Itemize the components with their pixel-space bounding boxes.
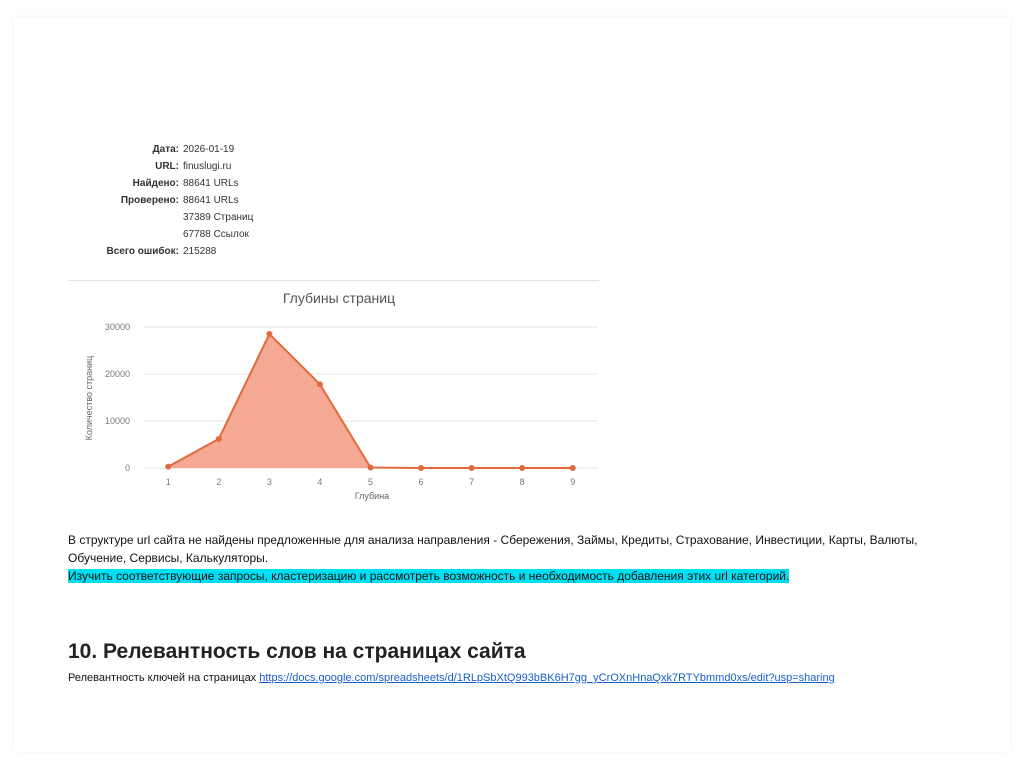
meta-row <box>95 141 253 158</box>
meta-value: 215288 <box>183 246 217 257</box>
meta-value: 2026-01-19 <box>183 144 235 155</box>
data-point <box>519 465 525 471</box>
meta-label <box>95 209 183 226</box>
meta-label: Всего ошибок: <box>106 246 179 257</box>
y-tick-label: 0 <box>124 463 130 473</box>
analysis-text <box>68 531 968 585</box>
chart-title: Глубины страниц <box>282 290 396 306</box>
meta-value: finuslugi.ru <box>183 161 232 172</box>
y-tick-label: 30000 <box>104 322 130 332</box>
y-tick-label: 10000 <box>104 416 130 426</box>
x-tick-label: 5 <box>367 477 374 487</box>
meta-row <box>95 192 253 209</box>
section-heading: 10. Релевантность слов на страницах сайта <box>68 640 526 663</box>
meta-row <box>95 226 253 243</box>
y-tick-label: 20000 <box>104 369 130 379</box>
data-point <box>165 464 171 470</box>
data-point <box>570 465 576 471</box>
highlighted-recommendation: Изучить соответствующие запросы, кластеризацию и рассмотреть возможность и необходимость добавления этих url категорий. <box>68 569 790 583</box>
meta-value: 37389 Страниц <box>183 212 254 223</box>
meta-row <box>95 175 253 192</box>
series-area <box>168 334 572 468</box>
meta-label: URL: <box>155 161 179 172</box>
meta-label: Найдено: <box>132 178 179 189</box>
meta-label: Дата: <box>152 144 179 155</box>
meta-value: 88641 URLs <box>183 178 239 189</box>
meta-label <box>95 226 183 243</box>
report-meta <box>95 141 253 260</box>
x-tick-label: 3 <box>266 477 272 487</box>
analysis-paragraph: В структуре url сайта не найдены предложенные для анализа направления - Сбережения, Займы, Кредиты, Страхование, Инвестиции, Карты, Валюты, Обучение, Сервисы, Калькуляторы. <box>68 533 918 565</box>
link-prefix: Релевантность ключей на страницах <box>68 672 257 684</box>
data-point <box>266 331 272 337</box>
meta-label: Проверено: <box>120 195 179 206</box>
meta-row <box>95 158 253 175</box>
meta-row <box>95 243 253 260</box>
x-tick-label: 4 <box>317 477 323 487</box>
y-axis-label: Количество страниц <box>84 355 94 441</box>
meta-row <box>95 209 253 226</box>
x-axis-label: Глубина <box>354 491 390 501</box>
spreadsheet-link[interactable]: https://docs.google.com/spreadsheets/d/1RLpSbXtQ993bBK6H7gg_yCrOXnHnaQxk7RTYbmmd0xs/edit?usp=sharing <box>259 672 835 684</box>
meta-value: 88641 URLs <box>183 195 239 206</box>
data-point <box>368 465 374 471</box>
x-tick-label: 6 <box>418 477 424 487</box>
x-tick-label: 8 <box>519 477 525 487</box>
data-point <box>317 381 323 387</box>
x-tick-label: 2 <box>216 477 222 487</box>
data-point <box>469 465 475 471</box>
data-point <box>216 436 222 442</box>
chart-divider <box>68 280 599 281</box>
meta-value: 67788 Ссылок <box>183 229 249 240</box>
x-tick-label: 7 <box>469 477 475 487</box>
x-tick-label: 1 <box>165 477 171 487</box>
depth-chart <box>68 282 599 507</box>
data-point <box>418 465 424 471</box>
relevance-link-line <box>68 672 835 684</box>
x-tick-label: 9 <box>570 477 576 487</box>
